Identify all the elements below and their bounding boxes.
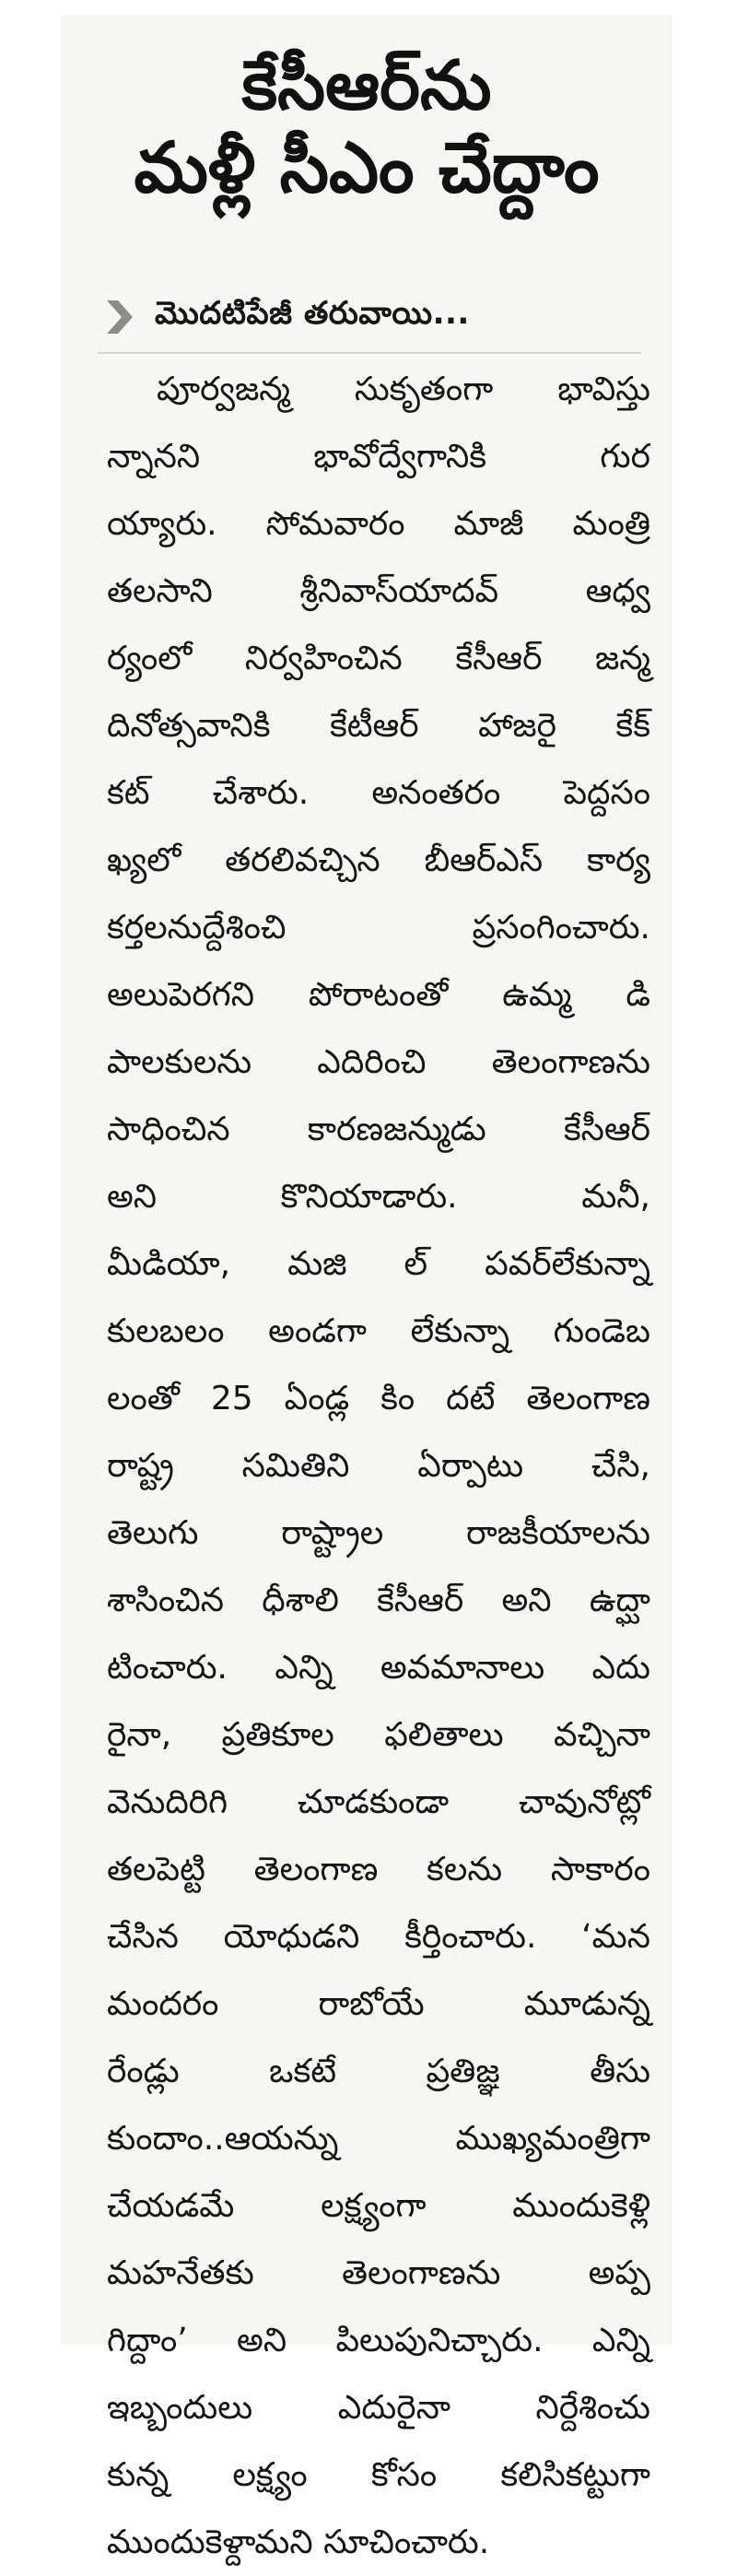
body-line: మీడియా, మజి ల్‌ పవర్‌లేకున్నా (107, 1245, 650, 1283)
body-line: తలపెట్టి తెలంగాణ కలను సాకారం (107, 1851, 650, 1888)
body-line: శాసించిన ధీశాలి కేసీఆర్‌ అని ఉద్ఘా (107, 1582, 650, 1619)
body-line: చేసిన యోధుడని కీర్తించారు. ‘మన (107, 1918, 650, 1956)
headline (61, 46, 673, 209)
body-line: రేండ్లు ఒకటే ప్రతిజ్ఞ తీసు (107, 2053, 650, 2090)
body-line: మందరం రాబోయే మూడున్న (107, 1985, 650, 2023)
body-line: వెనుదిరిగి చూడకుండా చావునోట్లో (107, 1783, 650, 1821)
body-line: య్యారు. సోమవారం మాజీ మంత్రి (107, 505, 650, 543)
headline-line-1: కేసీఆర్‌ను (241, 46, 492, 125)
body-line: పాలకులను ఎదిరించి తెలంగాణను (107, 1043, 650, 1081)
headline-line-2: మళ్లీ సీఎం చేద్దాం (134, 126, 600, 209)
body-line: పూర్వజన్మ సుకృతంగా భావిస్తు (157, 371, 650, 408)
continuation-kicker (103, 291, 470, 343)
chevron-right-icon (103, 299, 135, 335)
body-line: ర్యంలో నిర్వహించిన కేసీఆర్‌ జన్మ (107, 640, 650, 677)
body-line: రైనా, ప్రతికూల ఫలితాలు వచ్చినా (107, 1716, 650, 1754)
body-line: అలుపెరగని పోరాటంతో ఉమ్మ డి (107, 976, 650, 1014)
kicker-text: మొదటిపేజీ తరువాయి... (155, 295, 470, 332)
body-line: కులబలం అండగా లేకున్నా గుండెబ (107, 1312, 650, 1350)
body-line: కట్‌ చేశారు. అనంతరం పెద్దసం (107, 774, 650, 812)
body-line: సాధించిన కారణజన్ముడు కేసీఆర్‌ (107, 1111, 650, 1148)
divider (98, 352, 641, 354)
newspaper-clipping (61, 15, 673, 2561)
body-line: గిద్దాం’ అని పిలుపునిచ్చారు. ఎన్ని (107, 2322, 650, 2359)
body-line: అని కొనియాడారు. మనీ, (107, 1178, 650, 1216)
body-line: తలసాని శ్రీనివాస్‌యాదవ్‌ ఆధ్వ (107, 572, 650, 610)
body-line: చేయడమే లక్ష్యంగా ముందుకెళ్లి (107, 2187, 650, 2225)
body-line: తెలుగు రాష్ట్రాల రాజకీయాలను (107, 1514, 650, 1552)
body-line: కర్తలనుద్దేశించి ప్రసంగించారు. (107, 909, 650, 947)
body-line: దినోత్సవానికి కేటీఆర్‌ హాజరై కేక్‌ (107, 707, 650, 745)
body-line: రాష్ట్ర సమితిని ఏర్పాటు చేసి, (107, 1447, 650, 1485)
body-line: కున్న లక్ష్యం కోసం కలిసికట్టుగా (107, 2456, 650, 2494)
body-line: ముందుకెళ్దామని సూచించారు. (107, 2523, 490, 2561)
body-line: ఇబ్బందులు ఎదురైనా నిర్దేశించు (107, 2389, 650, 2427)
body-line: మహనేతకు తెలంగాణను అప్ప (107, 2254, 650, 2292)
article-body (107, 356, 650, 2576)
body-line: కుందాం..ఆయన్ను ముఖ్యమంత్రిగా (107, 2120, 650, 2158)
body-line: ఖ్యలో తరలివచ్చిన బీఆర్‌ఎస్‌ కార్య (107, 841, 650, 879)
body-line: లంతో 25 ఏండ్ల కిం దటే తెలంగాణ (107, 1380, 650, 1417)
body-line: టించారు. ఎన్ని అవమానాలు ఎదు (107, 1649, 650, 1687)
body-line: న్నానని భావోద్వేగానికి గుర (107, 438, 650, 476)
